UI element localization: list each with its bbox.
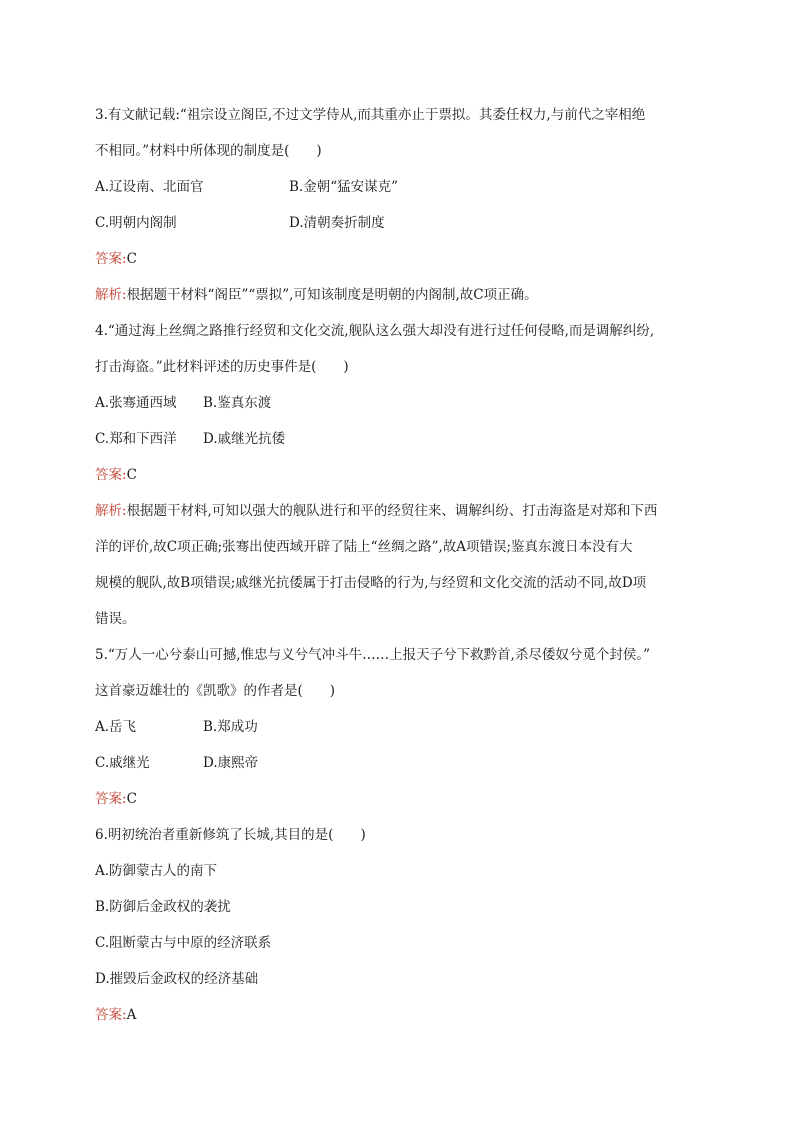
q3-options-row-2 — [95, 214, 385, 232]
q4-stem-line-1: 4.“通过海上丝绸之路推行经贸和文化交流,舰队这么强大却没有进行过任何侵略,而是调解纠纷, — [95, 323, 655, 339]
q3-option-b: B.金朝“猛安谋克” — [289, 179, 399, 195]
q4-options-row-1 — [95, 394, 272, 412]
q3-analysis-label: 解析: — [95, 287, 127, 303]
q6-answer — [95, 1006, 136, 1024]
q5-answer — [95, 790, 137, 808]
q6-stem-line-1: 6.明初统治者重新修筑了长城,其目的是( ) — [95, 827, 366, 843]
q3-option-d: D.清朝奏折制度 — [289, 215, 385, 231]
q5-option-d: D.康熙帝 — [203, 755, 259, 771]
q3-option-a: A.辽设南、北面官 — [95, 179, 204, 195]
q3-answer-value: C — [126, 251, 137, 267]
q4-analysis-line-1: 根据题干材料,可知以强大的舰队进行和平的经贸往来、调解纠纷、打击海盗是对郑和下西 — [126, 503, 658, 519]
q3-option-c: C.明朝内阁制 — [95, 215, 177, 231]
q4-option-a: A.张骞通西域 — [95, 395, 177, 411]
q4-answer — [95, 466, 137, 484]
q4-analysis-label: 解析: — [95, 503, 127, 519]
q6-answer-label: 答案: — [95, 1007, 127, 1023]
q6-option-c: C.阻断蒙古与中原的经济联系 — [95, 935, 272, 951]
q5-stem-line-2: 这首豪迈雄壮的《凯歌》的作者是( ) — [95, 683, 336, 699]
q3-stem-line-1: 3.有文献记载:“祖宗设立阁臣,不过文学侍从,而其重亦止于票拟。其委任权力,与前代之宰相绝 — [95, 107, 646, 123]
q5-option-c: C.戚继光 — [95, 755, 150, 771]
q4-options-row-2 — [95, 430, 286, 448]
q6-option-a: A.防御蒙古人的南下 — [95, 863, 218, 879]
q4-option-b: B.鉴真东渡 — [203, 395, 272, 411]
q3-answer — [95, 250, 137, 268]
q4-analysis-line-2: 洋的评价,故C项正确;张骞出使西域开辟了陆上“丝绸之路”,故A项错误;鉴真东渡日本没有大 — [95, 539, 633, 555]
q6-answer-value: A — [126, 1007, 137, 1023]
q5-stem-line-1: 5.“万人一心兮泰山可撼,惟忠与义兮气冲斗牛……上报天子兮下救黔首,杀尽倭奴兮觅个封侯。” — [95, 647, 651, 663]
q5-option-b: B.郑成功 — [203, 719, 258, 735]
q5-answer-value: C — [126, 791, 137, 807]
q4-option-c: C.郑和下西洋 — [95, 431, 177, 447]
q4-answer-label: 答案: — [95, 467, 127, 483]
q4-analysis — [95, 502, 657, 520]
q3-options-row-1 — [95, 178, 399, 196]
q4-answer-value: C — [126, 467, 137, 483]
q5-options-row-1 — [95, 718, 258, 736]
q6-option-b: B.防御后金政权的袭扰 — [95, 899, 231, 915]
q5-options-row-2 — [95, 754, 259, 772]
q4-analysis-line-3: 规模的舰队,故B项错误;戚继光抗倭属于打击侵略的行为,与经贸和文化交流的活动不同,故D项 — [95, 575, 647, 591]
q3-analysis-line-1: 根据题干材料“阁臣”“票拟”,可知该制度是明朝的内阁制,故C项正确。 — [126, 287, 538, 303]
q5-option-a: A.岳飞 — [95, 719, 137, 735]
q4-option-d: D.戚继光抗倭 — [203, 431, 286, 447]
q5-answer-label: 答案: — [95, 791, 127, 807]
q3-answer-label: 答案: — [95, 251, 127, 267]
q3-analysis — [95, 286, 538, 304]
q3-stem-line-2: 不相同。”材料中所体现的制度是( ) — [95, 143, 322, 159]
q6-option-d: D.摧毁后金政权的经济基础 — [95, 971, 259, 987]
q4-stem-line-2: 打击海盗。”此材料评述的历史事件是( ) — [95, 359, 349, 375]
q4-analysis-line-4: 错误。 — [95, 611, 136, 627]
